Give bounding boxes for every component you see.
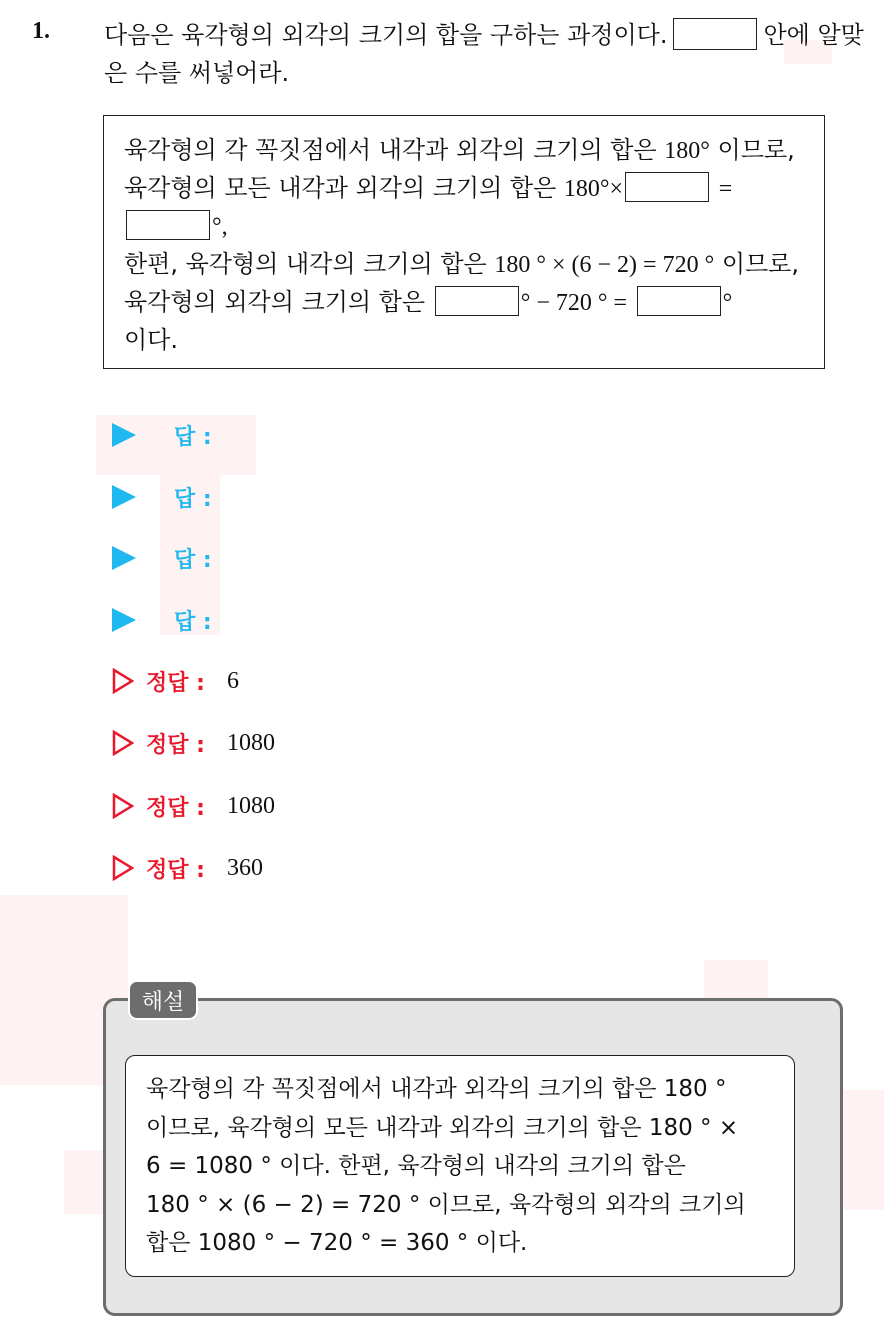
answer-blank-4[interactable] [637, 286, 721, 316]
question-text-part1: 다음은 육각형의 외각의 크기의 합을 구하는 과정이다. [104, 21, 668, 49]
blank-box [673, 18, 757, 50]
solution-text [146, 1070, 778, 1263]
key-label: 정답 : [146, 732, 205, 758]
answer-blank-3[interactable] [435, 286, 519, 316]
equals-sign: = [718, 176, 733, 202]
answer-blank-1[interactable] [625, 172, 709, 202]
question-text [104, 16, 864, 92]
question-number: 1. [32, 18, 50, 44]
answer-row[interactable] [112, 603, 212, 637]
answer-label: 답 : [174, 486, 212, 512]
play-triangle-icon [112, 546, 136, 570]
key-value: 1080 [226, 792, 275, 819]
key-value: 360 [226, 854, 263, 881]
solution-line: 이므로, 육각형의 모든 내각과 외각의 크기의 합은 180 ° × [146, 1114, 739, 1141]
passage-text [124, 132, 814, 359]
passage-line: 이므로, 육각형의 모든 내각과 외각의 크기의 합은 [124, 136, 795, 202]
play-triangle-icon [112, 485, 136, 509]
key-label: 정답 : [146, 795, 205, 821]
key-label: 정답 : [146, 857, 205, 883]
passage-line: 이므로, 육각형의 외각의 크기의 합은 [124, 250, 799, 316]
question-text-part2: 안에 알맞은 수를 써넣어라. [104, 21, 864, 87]
passage-line: 이다. [124, 326, 178, 354]
outline-triangle-icon [112, 855, 134, 881]
passage-line: 육각형의 각 꼭짓점에서 내각과 외각의 크기의 합은 [124, 136, 657, 164]
solution-tag: 해설 [128, 980, 198, 1020]
key-value: 6 [226, 667, 239, 694]
play-triangle-icon [112, 423, 136, 447]
key-value: 1080 [226, 729, 275, 756]
answer-row[interactable] [112, 480, 212, 514]
solution-line: 180 ° × (6 − 2) = 720 ° 이므로, 육각형의 외각의 크기의 [146, 1191, 746, 1218]
passage-number: 180 [563, 176, 600, 202]
answer-blank-2[interactable] [126, 210, 210, 240]
solution-line: 육각형의 각 꼭짓점에서 내각과 외각의 크기의 합은 180 ° [146, 1076, 727, 1102]
degree-sign: ° [599, 176, 610, 202]
key-row [112, 664, 239, 698]
passage-box [103, 115, 825, 369]
outline-triangle-icon [112, 793, 134, 819]
times-sign: × [609, 176, 624, 202]
passage-expression: ° − 720 ° = [520, 290, 628, 316]
key-row [112, 851, 263, 885]
answer-label: 답 : [174, 547, 212, 573]
degree-sign: ° [722, 290, 733, 316]
solution-line: 6 = 1080 ° 이다. 한편, 육각형의 내각의 크기의 합은 [146, 1153, 686, 1179]
answer-label: 답 : [174, 609, 212, 635]
passage-line: 한편, 육각형의 내각의 크기의 합은 [124, 250, 487, 278]
outline-triangle-icon [112, 668, 134, 694]
key-row [112, 726, 275, 760]
solution-box [125, 1055, 795, 1277]
degree-sign: ° [700, 138, 710, 164]
artifact [840, 1090, 884, 1210]
passage-number: 180 [664, 138, 701, 164]
outline-triangle-icon [112, 730, 134, 756]
key-label: 정답 : [146, 670, 205, 696]
play-triangle-icon [112, 608, 136, 632]
degree-comma: °, [212, 214, 228, 240]
passage-expression: 180 ° × (6 − 2) = 720 ° [494, 252, 715, 278]
answer-row[interactable] [112, 541, 212, 575]
answer-row[interactable] [112, 418, 212, 452]
answer-label: 답 : [174, 424, 212, 450]
solution-line: 합은 1080 ° − 720 ° = 360 ° 이다. [146, 1230, 528, 1256]
key-row [112, 789, 275, 823]
